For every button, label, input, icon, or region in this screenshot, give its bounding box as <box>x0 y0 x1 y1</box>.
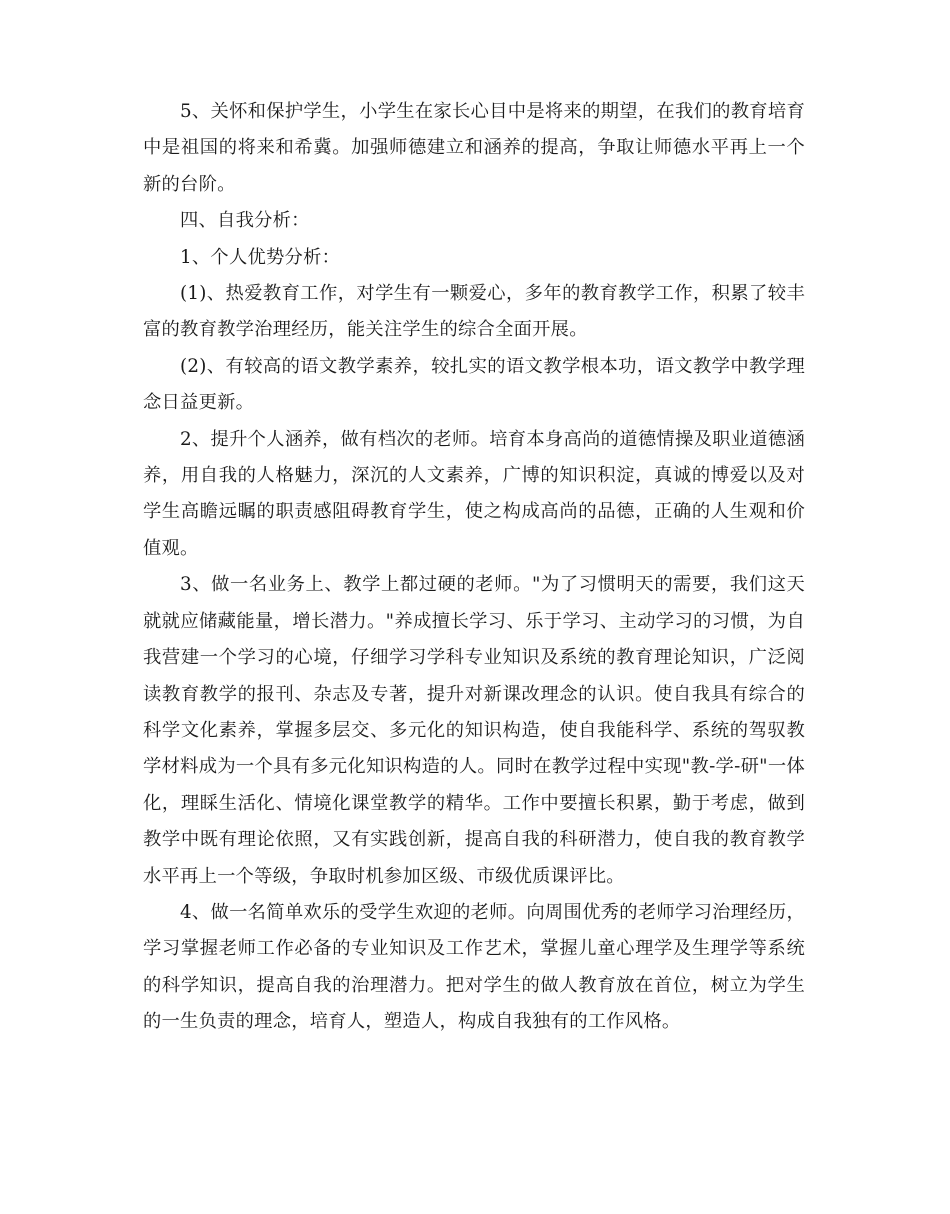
paragraph-strength-1: (1)、热爱教育工作，对学生有一颗爱心，多年的教育教学工作，积累了较丰富的教育教学治理经历，能关注学生的综合全面开展。 <box>143 283 805 341</box>
paragraph-care-students: 5、关怀和保护学生，小学生在家长心目中是将来的期望，在我们的教育培育中是祖国的将来和希冀。加强师德建立和涵养的提高，争取让师德水平再上一个新的台阶。 <box>143 101 805 195</box>
subheading-personal-strengths: 1、个人优势分析： <box>180 246 341 268</box>
paragraph-improve-cultivation: 2、提升个人涵养，做有档次的老师。培育本身高尚的道德情操及职业道德涵养，用自我的人格魅力，深沉的人文素养，广博的知识积淀，真诚的博爱以及对学生高瞻远瞩的职责感阻碍教育学生，使之构成高尚的品德，正确的人生观和价值观。 <box>143 428 805 559</box>
section-heading-self-analysis: 四、自我分析： <box>180 210 310 232</box>
paragraph-welcomed-teacher: 4、做一名简单欢乐的受学生欢迎的老师。向周围优秀的老师学习治理经历，学习掌握老师工作必备的专业知识及工作艺术，掌握儿童心理学及生理学等系统的科学知识，提高自我的治理潜力。把对学生的做人教育放在首位，树立为学生的一生负责的理念，培育人，塑造人，构成自我独有的工作风格。 <box>143 901 805 1033</box>
document-body <box>143 94 805 1041</box>
paragraph-strength-2: (2)、有较高的语文教学素养，较扎实的语文教学根本功，语文教学中教学理念日益更新。 <box>143 355 805 414</box>
paragraph-professional-teacher: 3、做一名业务上、教学上都过硬的老师。"为了习惯明天的需要，我们这天就就应储藏能量，增长潜力。"养成擅长学习、乐于学习、主动学习的习惯，为自我营建一个学习的心境，仔细学习学科专业知识及系统的教育理论知识，广泛阅读教育教学的报刊、杂志及专著，提升对新课改理念的认识。使自我具有综合的科学文化素养，掌握多层交、多元化的知识构造，使自我能科学、系统的驾驭教学材料成为一个具有多元化知识构造的人。同时在教学过程中实现"教-学-研"一体化，理睬生活化、情境化课堂教学的精华。工作中要擅长积累，勤于考虑，做到教学中既有理论依照，又有实践创新，提高自我的科研潜力，使自我的教育教学水平再上一个等级，争取时机参加区级、市级优质课评比。 <box>143 574 805 887</box>
